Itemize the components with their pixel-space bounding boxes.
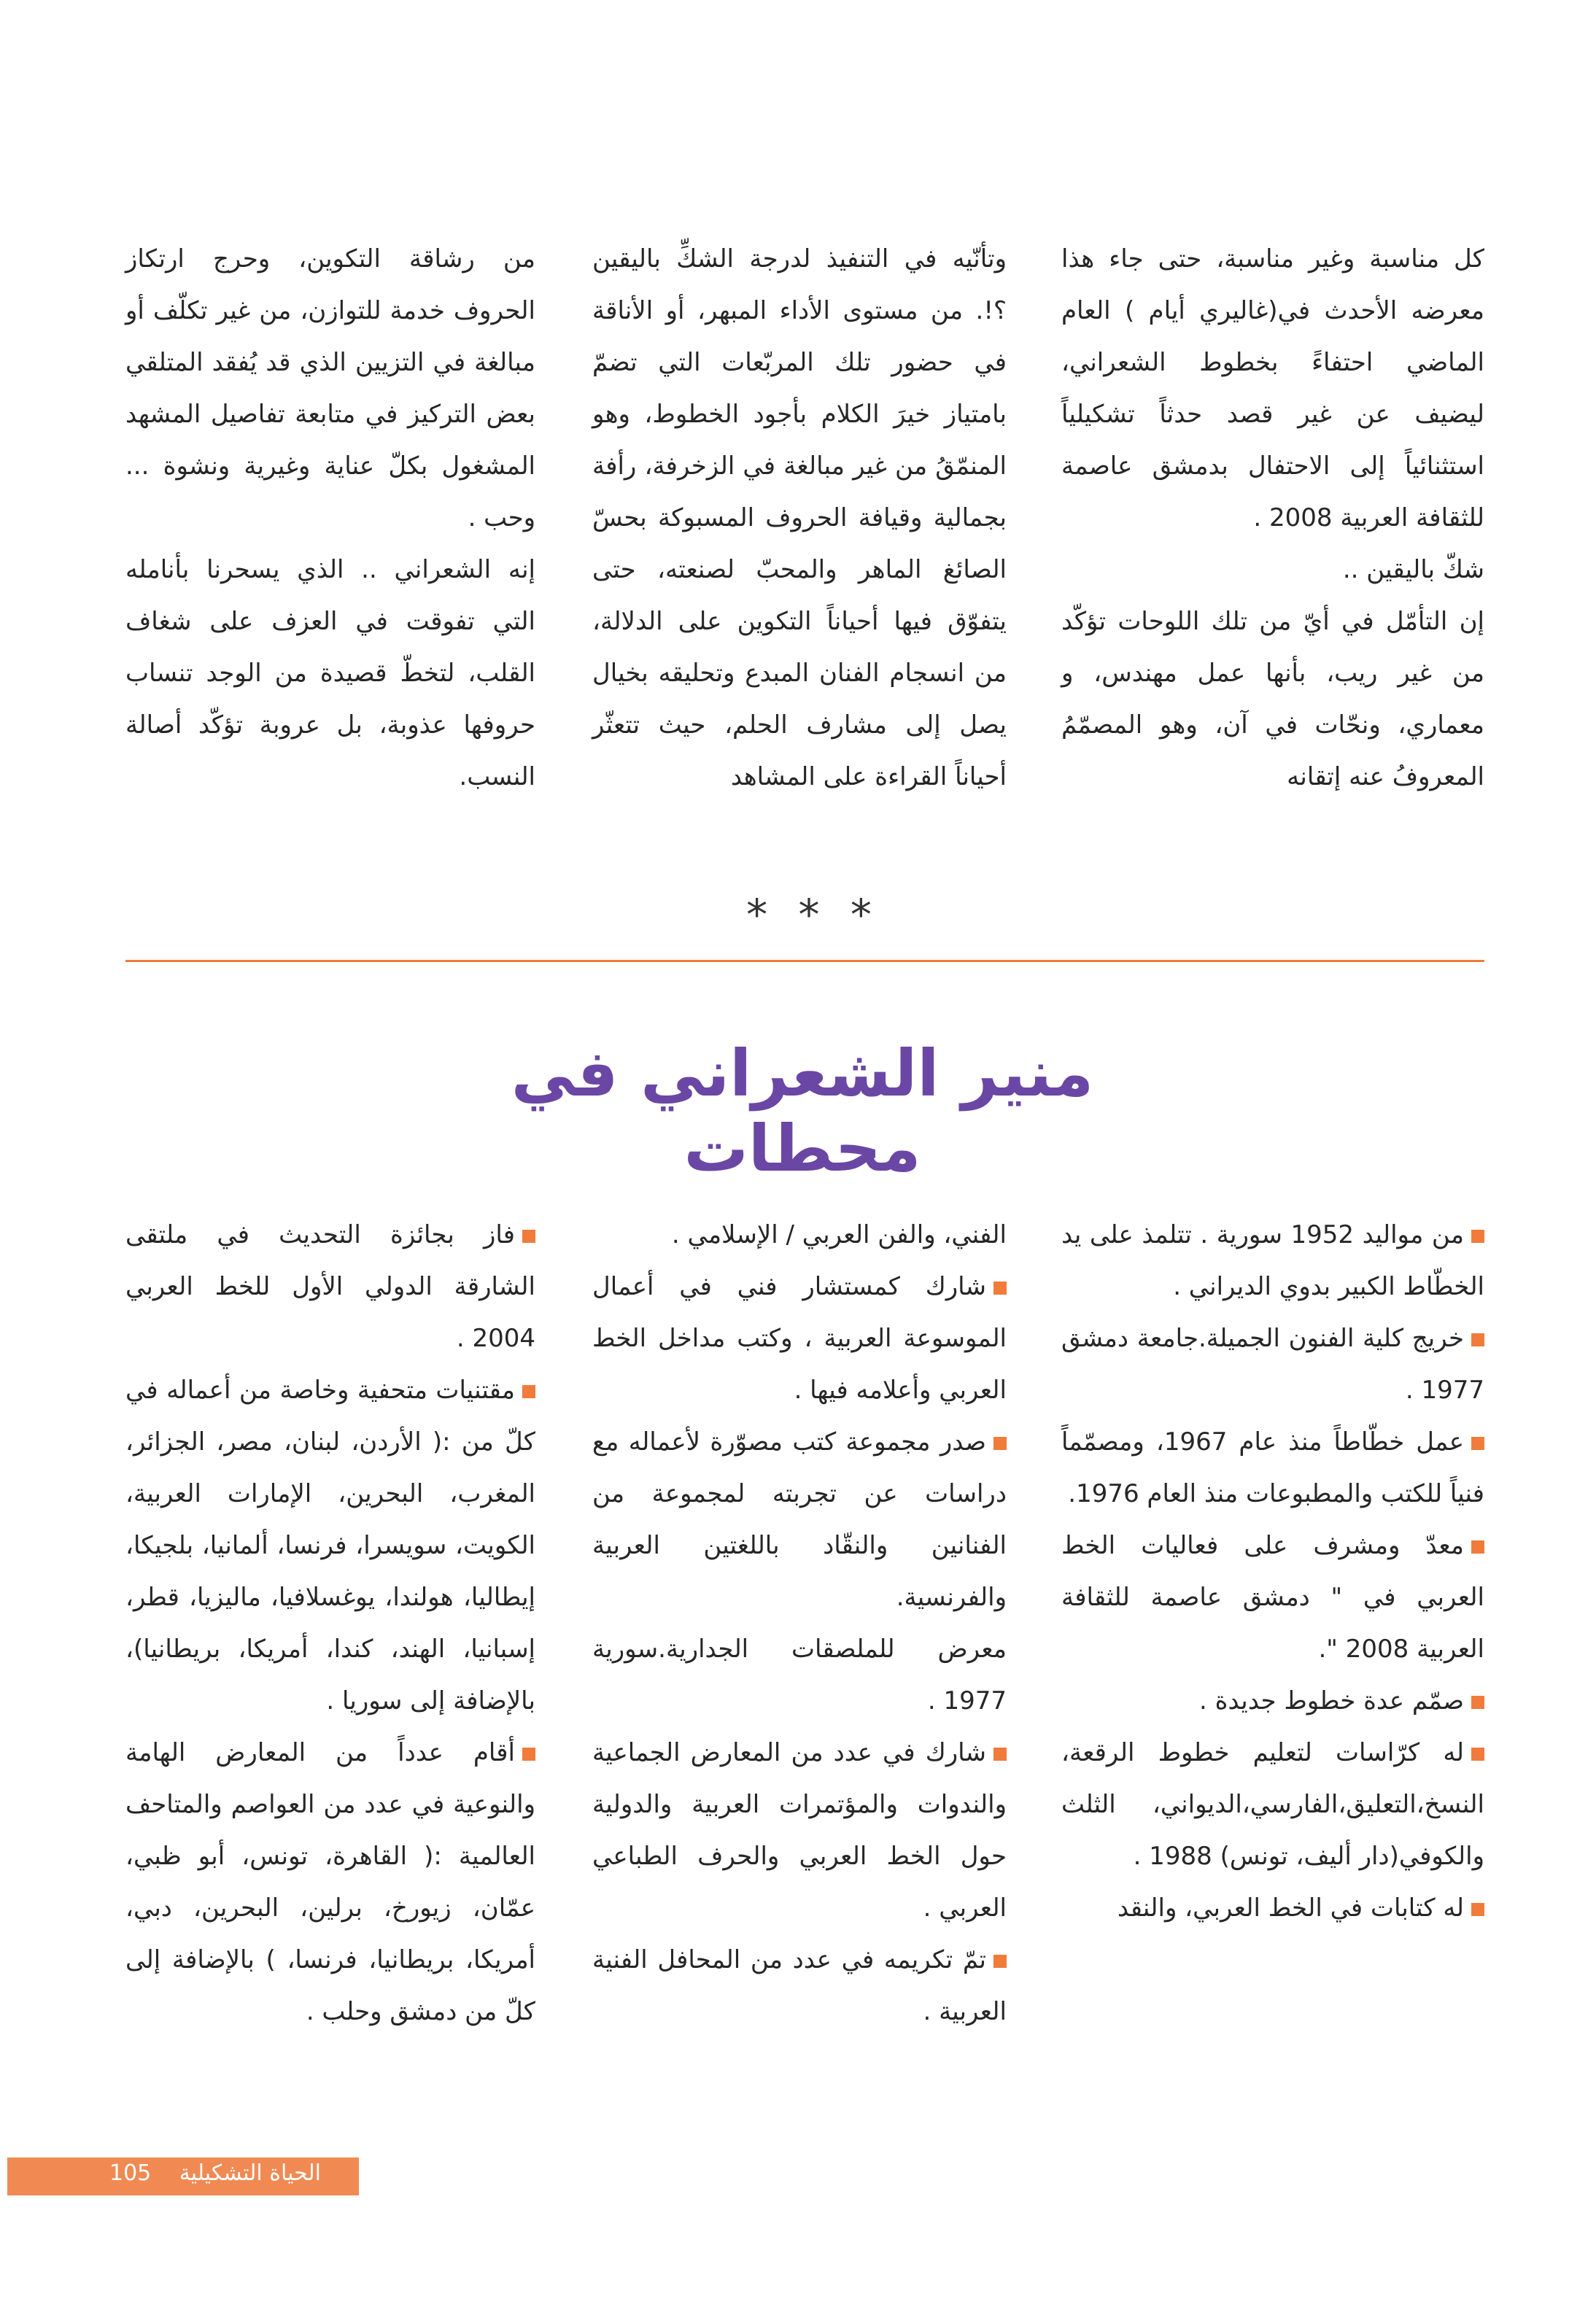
list-item: مقتنيات متحفية وخاصة من أعماله في كلّ من :( الأردن، لبنان، مصر، الجزائر، المغرب، البحرين، الإمارات العربية، الكويت، سويسرا، فرنسا، ألمانيا، بلجيكا، إيطاليا، هولندا، يوغسلافيا، ماليزيا، قطر، إسبانيا، الهند، كندا، أمريكا، بريطانيا)، بالإضافة إلى سوريا . <box>125 1376 535 1715</box>
paragraph: وتأنّيه في التنفيذ لدرجة الشكِّ باليقين ؟!. من مستوى الأداء المبهر، أو الأناقة في حضور تلك المربّعات التي تضمّ بامتياز خيرَ الكلام بأجود الخطوط، وهو المنمّقُ من غير مبالغة في الزخرفة، رأفة بجمالية وقيافة الحروف المسبوكة بحسّ الصائغ الماهر والمحبّ لصنعته، حتى يتفوّق فيها أحياناً التكوين على الدلالة، من انسجام الفنان المبدع وتحليقه بخيال يصل إلى مشارف الحلم، حيث تتعثّر أحياناً القراءة على المشاهد <box>592 244 1007 791</box>
paragraph: شكّ باليقين .. <box>1342 555 1484 584</box>
bio-column-right <box>1061 1209 1484 1934</box>
square-bullet-icon <box>522 1230 535 1243</box>
list-item: له كرّاسات لتعليم خطوط الرقعة، النسخ،التعليق،الفارسي،الديواني، الثلث والكوفي(دار أليف، تونس) 1988 . <box>1061 1738 1484 1871</box>
square-bullet-icon <box>1471 1696 1484 1709</box>
divider-line <box>125 960 1484 962</box>
list-item: من مواليد 1952 سورية . تتلمذ على يد الخطّاط الكبير بدوي الديراني . <box>1061 1220 1484 1301</box>
square-bullet-icon <box>993 1955 1007 1968</box>
square-bullet-icon <box>1471 1437 1484 1450</box>
square-bullet-icon <box>993 1282 1007 1295</box>
section-separator: * * * <box>746 890 880 939</box>
square-bullet-icon <box>522 1385 535 1398</box>
list-item: صمّم عدة خطوط جديدة . <box>1061 1675 1484 1727</box>
square-bullet-icon <box>1471 1230 1484 1243</box>
square-bullet-icon <box>1471 1333 1484 1346</box>
list-item: فاز بجائزة التحديث في ملتقى الشارقة الدولي الأول للخط العربي 2004 . <box>125 1220 535 1353</box>
square-bullet-icon <box>1471 1748 1484 1761</box>
article-column-middle <box>592 233 1007 803</box>
magazine-name: الحياة التشكيلية <box>179 2160 321 2186</box>
square-bullet-icon <box>993 1748 1007 1761</box>
page-number: 105 <box>109 2160 152 2186</box>
list-item: عمل خطّاطاً منذ عام 1967، ومصمّماً فنياً للكتب والمطبوعات منذ العام 1976. <box>1061 1427 1484 1508</box>
paragraph: إن التأمّل في أيّ من تلك اللوحات تؤكّد من غير ريب، بأنها عمل مهندس، و معماري، ونحّات في آن، وهو المصمّمُ المعروفُ عنه إتقانه <box>1061 607 1484 791</box>
list-item: تمّ تكريمه في عدد من المحافل الفنية العربية . <box>592 1945 1007 2026</box>
article-column-right <box>1061 233 1484 803</box>
paragraph: من رشاقة التكوين، وحرج ارتكاز الحروف خدمة للتوازن، من غير تكلّف أو مبالغة في التزيين الذي قد يُفقد المتلقي بعض التركيز في متابعة تفاصيل المشهد المشغول بكلّ عناية وغيرية ونشوة ... وحب . <box>125 244 535 532</box>
article-column-left <box>125 233 535 803</box>
list-item: معدّ ومشرف على فعاليات الخط العربي في " دمشق عاصمة للثقافة العربية 2008 ". <box>1061 1531 1484 1664</box>
list-item-continuation: الفني، والفن العربي / الإسلامي . <box>671 1220 1007 1249</box>
list-item: خريج كلية الفنون الجميلة.جامعة دمشق 1977 . <box>1061 1324 1484 1405</box>
square-bullet-icon <box>993 1437 1007 1450</box>
list-item: شارك كمستشار فني في أعمال الموسوعة العربية ، وكتب مداخل الخط العربي وأعلامه فيها . <box>592 1272 1007 1405</box>
square-bullet-icon <box>522 1748 535 1761</box>
bio-column-left <box>125 1209 535 2038</box>
bio-column-middle <box>592 1209 1007 2038</box>
list-item: معرض للملصقات الجدارية.سورية 1977 . <box>592 1635 1007 1715</box>
paragraph: كل مناسبة وغير مناسبة، حتى جاء هذا معرضه الأحدث في(غاليري أيام ) العام الماضي احتفاءً بخطوط الشعراني، ليضيف عن غير قصد حدثاً تشكيلياً استثنائياً إلى الاحتفال بدمشق عاصمة للثقافة العربية 2008 . <box>1061 244 1484 532</box>
list-item: له كتابات في الخط العربي، والنقد <box>1061 1883 1484 1934</box>
square-bullet-icon <box>1471 1903 1484 1916</box>
section-title: منير الشعراني في محطات <box>511 1036 1094 1186</box>
list-item: صدر مجموعة كتب مصوّرة لأعماله مع دراسات عن تجربته لمجموعة من الفنانين والنقّاد باللغتين العربية والفرنسية. <box>592 1427 1007 1612</box>
square-bullet-icon <box>1471 1540 1484 1554</box>
paragraph: إنه الشعراني .. الذي يسحرنا بأنامله التي تفوقت في العزف على شغاف القلب، لتخطّ قصيدة من الوجد تنساب حروفها عذوبة، بل عروبة تؤكّد أصالة النسب. <box>125 555 535 791</box>
list-item: أقام عدداً من المعارض الهامة والنوعية في عدد من العواصم والمتاحف العالمية :( القاهرة، تونس، أبو ظبي، عمّان، زيورخ، برلين، البحرين، دبي، أمريكا، بريطانيا، فرنسا، ) بالإضافة إلى كلّ من دمشق وحلب . <box>125 1738 535 2026</box>
list-item: شارك في عدد من المعارض الجماعية والندوات والمؤتمرات العربية والدولية حول الخط العربي والحرف الطباعي العربي . <box>592 1738 1007 1923</box>
